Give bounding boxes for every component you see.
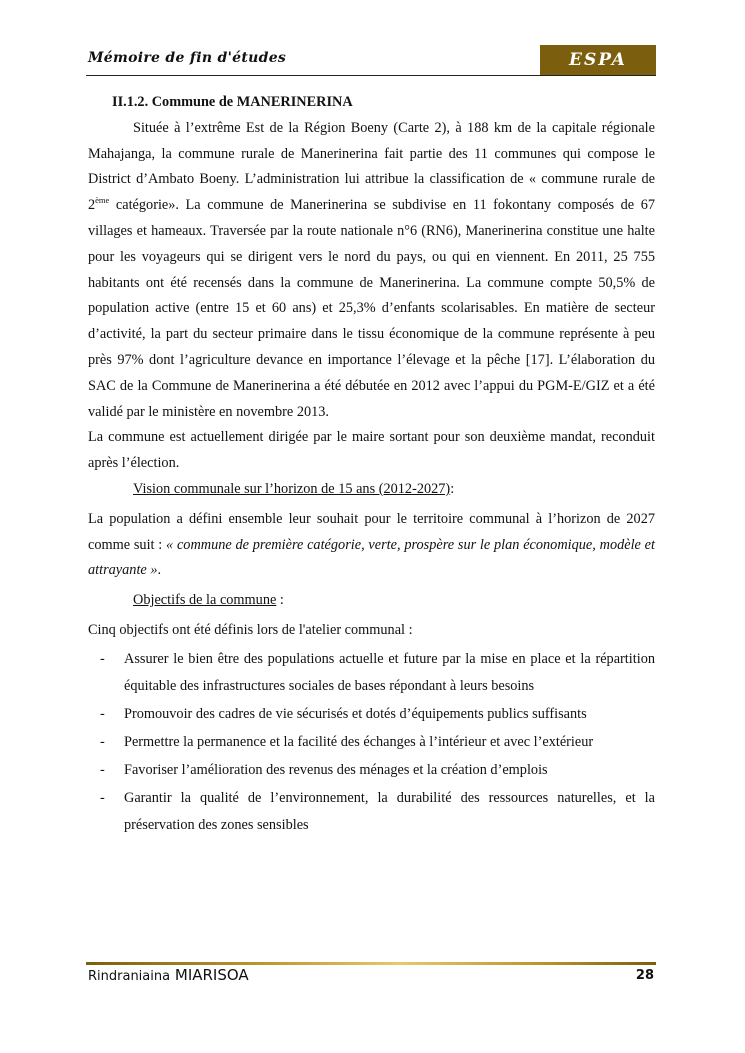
list-item xyxy=(88,729,655,756)
objectives-heading: Objectifs de la commune xyxy=(133,592,277,609)
vision-heading-line xyxy=(133,477,655,503)
vision-heading-colon: : xyxy=(450,480,455,497)
vision-heading: Vision communale sur l’horizon de 15 ans (2012-2027) xyxy=(133,480,451,497)
author-first-name: Rindraniaina xyxy=(88,969,171,984)
page-number: 28 xyxy=(635,968,654,983)
objectives-list xyxy=(88,646,655,839)
superscript-eme: ème xyxy=(95,195,110,206)
page-body xyxy=(88,90,655,840)
header-badge-label: ESPA xyxy=(569,50,627,70)
vision-end: . xyxy=(157,562,162,579)
vision-text: La population a défini ensemble leur souhait pour le territoire communal à l’horizon de 2027 comme suit : xyxy=(88,510,655,553)
list-item xyxy=(88,757,655,784)
header-badge xyxy=(540,45,656,76)
paragraph-intro-part-b: catégorie». La commune de Manerinerina se subdivise en 11 fokontany composés de 67 villages et hameaux. Traversée par la route nationale n°6 (RN6), Manerinerina constitue une halte pour les voyageurs qui se dirigent vers le nord du pays, ou qui en viennent. En 2011, 25 755 habitants ont été recensés dans la commune de Manerinerina. La commune compte 50,5% de population active (entre 15 et 60 ans) et 25,3% d’enfants scolarisables. En matière de secteur d’activité, la part du secteur primaire dans le tissu économique de la commune représente à peu près 97% dont l’agriculture devance en importance l’élevage et la pêche [17]. L’élaboration du SAC de la Commune de Manerinerina a été débutée en 2012 avec l’appui du PGM-E/GIZ et a été validé par le ministère en novembre 2013. xyxy=(88,197,655,420)
paragraph-intro-part-a: Située à l’extrême Est de la Région Boeny (Carte 2), à 188 km de la capitale régionale Mahajanga, la commune rurale de Manerinerina fait partie des 11 communes qui compose le District d’Ambato Boeny. L’administration lui attribue la classification de « commune rurale de 2 xyxy=(88,119,655,214)
list-item xyxy=(88,785,655,839)
list-item-text: Assurer le bien être des populations actuelle et future par la mise en place et la répartition équitable des infrastructures sociales de bases répondant à leurs besoins xyxy=(124,650,655,694)
running-header-title: Mémoire de fin d'études xyxy=(88,50,287,66)
section-heading: II.1.2. Commune de MANERINERINA xyxy=(112,94,353,110)
list-item xyxy=(88,646,655,700)
paragraph-intro xyxy=(88,116,655,426)
objectives-heading-colon: : xyxy=(276,592,284,609)
objectives-heading-line xyxy=(133,588,655,614)
list-bullet: - xyxy=(100,705,105,722)
list-item-text: Permettre la permanence et la facilité des échanges à l’intérieur et avec l’extérieur xyxy=(124,733,594,750)
list-bullet: - xyxy=(100,650,105,667)
vision-quote: « commune de première catégorie, verte, prospère sur le plan économique, modèle et attrayante » xyxy=(88,536,655,579)
list-item-text: Favoriser l’amélioration des revenus des ménages et la création d’emplois xyxy=(124,761,548,778)
footer-author xyxy=(88,966,249,984)
vision-paragraph xyxy=(88,507,655,584)
list-item-text: Garantir la qualité de l’environnement, la durabilité des ressources naturelles, et la préservation des zones sensibles xyxy=(124,789,655,833)
author-last-name: MIARISOA xyxy=(174,966,249,984)
objectives-intro: Cinq objectifs ont été définis lors de l'atelier communal : xyxy=(88,621,413,638)
footer-rule xyxy=(86,962,656,965)
list-bullet: - xyxy=(100,761,105,778)
list-bullet: - xyxy=(100,789,105,806)
list-item-text: Promouvoir des cadres de vie sécurisés et dotés d’équipements publics suffisants xyxy=(124,705,587,722)
header-rule xyxy=(86,75,656,76)
paragraph-mayor: La commune est actuellement dirigée par le maire sortant pour son deuxième mandat, reconduit après l’élection. xyxy=(88,429,655,472)
list-bullet: - xyxy=(100,733,105,750)
list-item xyxy=(88,701,655,728)
